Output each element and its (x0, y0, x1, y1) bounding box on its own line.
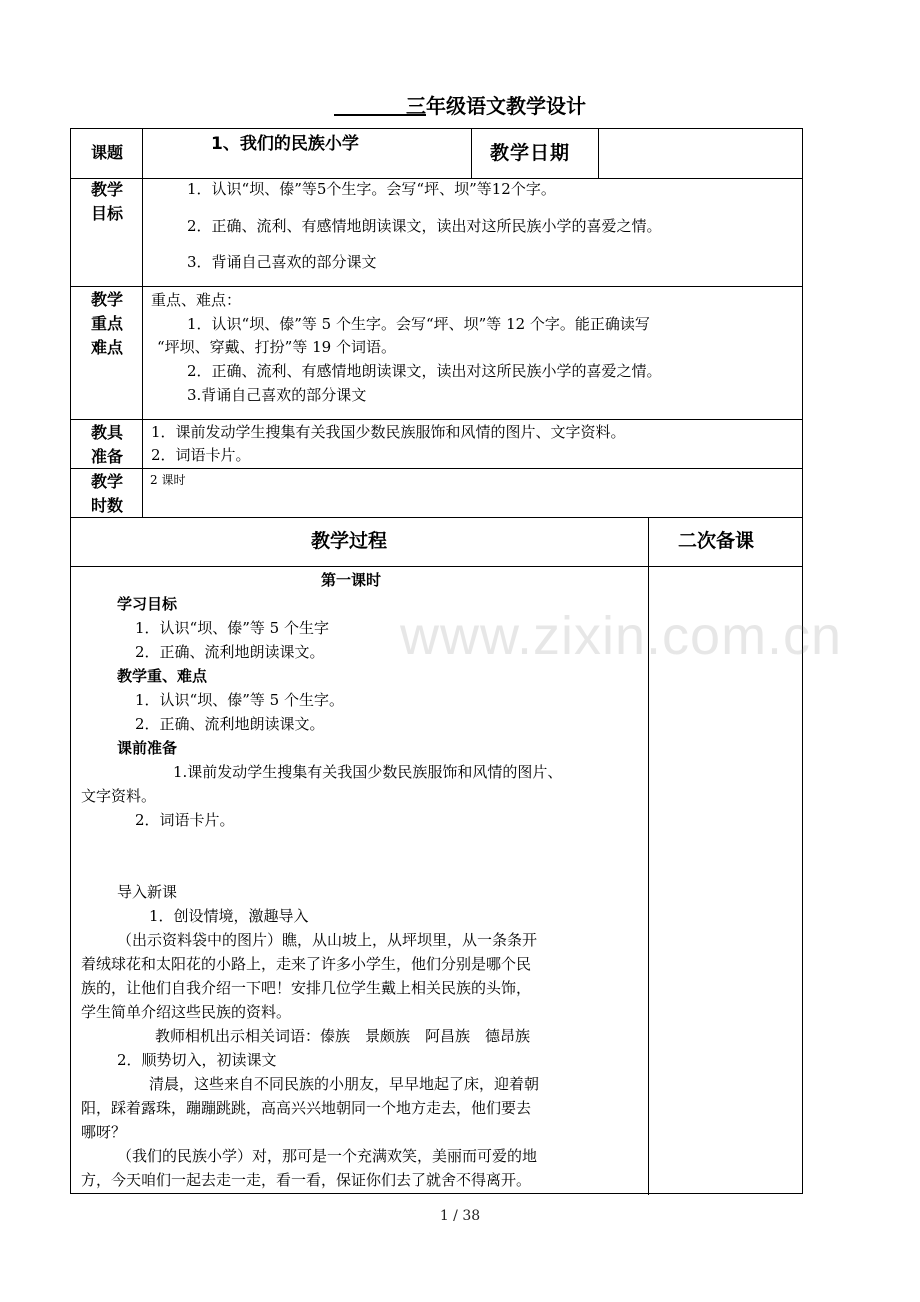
step-heading: 2．顺势切入，初读课文 (117, 1051, 277, 1069)
words-line: 教师相机出示相关词语：傣族 景颇族 阿昌族 德昂族 (155, 1027, 531, 1045)
objectives-label (71, 178, 143, 226)
focus-intro: 重点、难点： (151, 291, 242, 309)
lesson-heading: 第一课时 (321, 571, 382, 589)
prep-heading: 课前准备 (117, 739, 178, 757)
process-heading: 教学过程 (311, 530, 388, 552)
title-blank-underline (334, 94, 406, 116)
focus-label (71, 288, 143, 360)
hours-label (71, 470, 143, 518)
row-border (71, 517, 802, 518)
focus-line: 1．认识“坝、傣”等 5 个生字。会写“坪、坝”等 12 个字。能正确读写 (187, 315, 650, 333)
prep-item: 1.课前发动学生搜集有关我国少数民族服饰和风情的图片、 (173, 763, 563, 781)
paragraph-line: 阳，踩着露珠，蹦蹦跳跳，高高兴兴地朝同一个地方走去，他们要去 (81, 1099, 532, 1117)
prep-item: 2．词语卡片。 (135, 811, 235, 829)
topic-title: 1、我们的民族小学 (211, 134, 359, 154)
goals-heading: 学习目标 (117, 595, 178, 613)
page-number: 1 / 38 (439, 1208, 481, 1224)
goal-item: 2．正确、流利地朗读课文。 (135, 643, 325, 661)
materials-label-line: 准备 (90, 447, 123, 466)
paragraph-line: 族的，让他们自我介绍一下吧！安排几位学生戴上相关民族的头饰， (81, 979, 532, 997)
row-border (71, 419, 802, 420)
title-grade: 三 (406, 94, 426, 118)
header-cell-border (471, 129, 472, 178)
objective-item: 2．正确、流利、有感情地朗读课文，读出对这所民族小学的喜爱之情。 (187, 217, 662, 235)
paragraph-line: 哪呀？ (81, 1123, 127, 1141)
paragraph-line: 方，今天咱们一起去走一走，看一看，保证你们去了就舍不得离开。 (81, 1171, 532, 1189)
prep-item-continued: 文字资料。 (81, 787, 157, 805)
materials-label-line: 教具 (90, 423, 123, 442)
focus-line: “坪坝、穿戴、打扮”等 19 个词语。 (157, 338, 396, 356)
key-points-heading: 教学重、难点 (117, 667, 208, 685)
key-point-item: 2．正确、流利地朗读课文。 (135, 715, 325, 733)
row-border (71, 286, 802, 287)
paragraph-line: 学生简单介绍这些民族的资料。 (81, 1003, 292, 1021)
second-prep-heading: 二次备课 (678, 530, 755, 552)
objectives-label-line: 教学 (90, 180, 123, 199)
objective-item: 1．认识“坝、傣”等5个生字。会写“坪、坝”等12个字。 (187, 180, 556, 198)
intro-heading: 导入新课 (117, 883, 178, 901)
hours-label-line: 时数 (90, 496, 123, 515)
title-text: 年级语文教学设计 (426, 94, 586, 118)
paragraph-line: 着绒球花和太阳花的小路上，走来了许多小学生，他们分别是哪个民 (81, 955, 532, 973)
document-title (0, 90, 920, 119)
materials-item: 1．课前发动学生搜集有关我国少数民族服饰和风情的图片、文字资料。 (151, 423, 626, 441)
focus-label-line: 教学 (90, 290, 123, 309)
materials-item: 2．词语卡片。 (151, 446, 251, 464)
focus-label-line: 难点 (90, 338, 123, 357)
materials-label (71, 421, 143, 469)
focus-line: 3.背诵自己喜欢的部分课文 (187, 386, 367, 404)
goal-item: 1．认识“坝、傣”等 5 个生字 (135, 619, 329, 637)
header-cell-border (598, 129, 599, 178)
hours-label-line: 教学 (90, 472, 123, 491)
paragraph-line: （我们的民族小学）对，那可是一个充满欢笑，美丽而可爱的地 (117, 1147, 538, 1165)
focus-line: 2．正确、流利、有感情地朗读课文，读出对这所民族小学的喜爱之情。 (187, 362, 662, 380)
step-heading: 1．创设情境，激趣导入 (149, 907, 309, 925)
key-point-item: 1．认识“坝、傣”等 5 个生字。 (135, 691, 344, 709)
watermark: www.zixin.com.cn (400, 606, 843, 666)
date-label: 教学日期 (490, 142, 571, 164)
row-border (71, 566, 802, 567)
paragraph-line: 清晨，这些来自不同民族的小朋友，早早地起了床，迎着朝 (149, 1075, 540, 1093)
paragraph-line: （出示资料袋中的图片）瞧，从山坡上，从坪坝里，从一条条开 (117, 931, 538, 949)
objectives-label-line: 目标 (90, 204, 123, 223)
objective-item: 3．背诵自己喜欢的部分课文 (187, 253, 377, 271)
topic-label: 课题 (90, 143, 123, 162)
hours-value: 2 课时 (150, 473, 186, 487)
focus-label-line: 重点 (90, 314, 123, 333)
